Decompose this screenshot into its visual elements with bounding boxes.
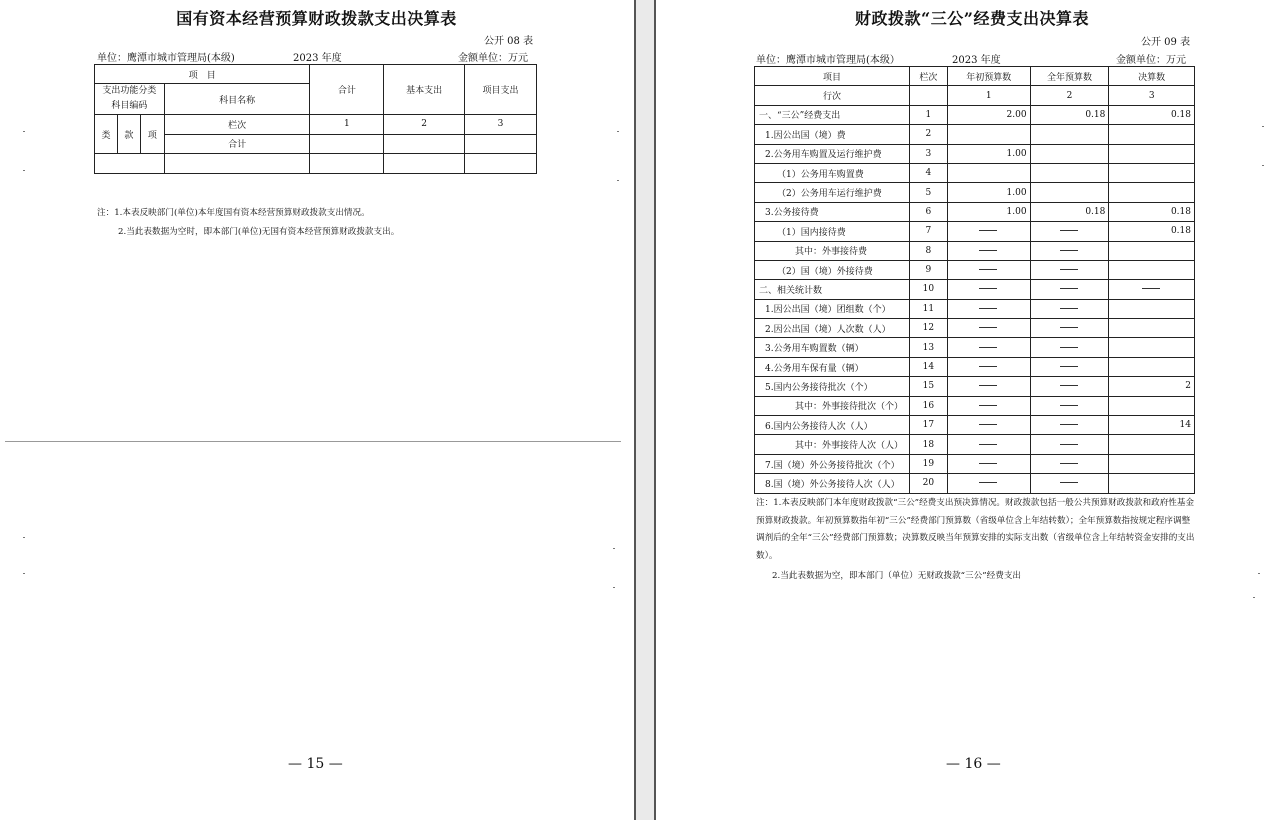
cell-final: [1109, 454, 1195, 473]
row-label: 4.公务用车保有量（辆）: [755, 357, 910, 376]
row-number: 20: [909, 474, 947, 493]
table-row: [755, 144, 1195, 163]
header-item: 项 目: [95, 65, 310, 84]
cell-final: [1109, 280, 1195, 299]
table-row: [755, 416, 1195, 435]
table-row: [755, 260, 1195, 279]
dash-mark: [979, 463, 997, 464]
table-number: 公开 08 表: [484, 36, 534, 47]
dash-mark: [1060, 308, 1078, 309]
header-func-code: 支出功能分类 科目编码: [95, 84, 165, 115]
cell-initial-budget: [947, 125, 1030, 144]
table-row: [755, 183, 1195, 202]
cell-full-budget: [1030, 299, 1109, 318]
header-lei: 类: [95, 115, 118, 154]
cell-full-budget: [1030, 435, 1109, 454]
cell-initial-budget: [947, 338, 1030, 357]
row-number: 3: [909, 144, 947, 163]
table-row: [755, 241, 1195, 260]
dash-mark: [979, 424, 997, 425]
row-label: 其中：外事接待费: [755, 241, 910, 260]
row-number: 2: [909, 125, 947, 144]
dash-mark: [1142, 288, 1160, 289]
cell-final: [1109, 163, 1195, 182]
table-row: [95, 65, 537, 84]
table-row: [755, 222, 1195, 241]
cell-full-budget: [1030, 222, 1109, 241]
dash-mark: [979, 250, 997, 251]
dash-mark: [1060, 463, 1078, 464]
row-number: 1: [909, 105, 947, 124]
currency-label: 金额单位：万元: [458, 53, 528, 64]
cell-full-budget: [1030, 474, 1109, 493]
row-label: （1）国内接待费: [755, 222, 910, 241]
cell-full-budget: [1030, 357, 1109, 376]
row-label: 一、“三公”经费支出: [755, 105, 910, 124]
row-number: 16: [909, 396, 947, 415]
row-label: 3.公务接待费: [755, 202, 910, 221]
header-total: 合计: [310, 65, 384, 115]
dash-mark: [1060, 347, 1078, 348]
table-row: [755, 280, 1195, 299]
row-label: （2）公务用车运行维护费: [755, 183, 910, 202]
page-number: — 15 —: [288, 756, 343, 772]
cell-final: [1109, 474, 1195, 493]
cell-full-budget: [1030, 454, 1109, 473]
cell-full-budget: [1030, 416, 1109, 435]
dash-mark: [1060, 482, 1078, 483]
cell-final: 0.18: [1109, 105, 1195, 124]
row-number: 9: [909, 260, 947, 279]
row-label: 二、相关统计数: [755, 280, 910, 299]
row-label: 1.因公出国（境）团组数（个）: [755, 299, 910, 318]
header-final: 决算数: [1109, 67, 1195, 86]
cell-full-budget: [1030, 396, 1109, 415]
cell-initial-budget: 1.00: [947, 144, 1030, 163]
row-number: 6: [909, 202, 947, 221]
col-no-1: 1: [310, 115, 384, 135]
cell-full-budget: [1030, 319, 1109, 338]
row-number: 14: [909, 357, 947, 376]
header-xiang: 项: [140, 115, 164, 154]
dash-mark: [979, 269, 997, 270]
note-2: 2.当此表数据为空，即本部门（单位）无财政拨款“三公”经费支出: [772, 571, 1022, 581]
row-label: 6.国内公务接待人次（人）: [755, 416, 910, 435]
col-no-3: 3: [1109, 86, 1195, 105]
row-label: 5.国内公务接待批次（个）: [755, 377, 910, 396]
cell-initial-budget: [947, 396, 1030, 415]
row-label: 2.公务用车购置及运行维护费: [755, 144, 910, 163]
header-sub-label: 行次: [755, 86, 910, 105]
cell-full-budget: [1030, 260, 1109, 279]
row-number: 4: [909, 163, 947, 182]
dash-mark: [1060, 250, 1078, 251]
cell-initial-budget: [947, 222, 1030, 241]
cell-full-budget: [1030, 183, 1109, 202]
cell-final: [1109, 183, 1195, 202]
row-number: 12: [909, 319, 947, 338]
dash-mark: [1060, 269, 1078, 270]
row-label: 1.因公出国（境）费: [755, 125, 910, 144]
cell-final: [1109, 319, 1195, 338]
cell-final: [1109, 357, 1195, 376]
unit-label: 单位：鹰潭市城市管理局(本级): [97, 53, 235, 64]
cell-initial-budget: 2.00: [947, 105, 1030, 124]
header-kuan: 款: [117, 115, 140, 154]
row-label: 其中：外事接待人次（人）: [755, 435, 910, 454]
table-row: [755, 67, 1195, 86]
row-number: 11: [909, 299, 947, 318]
table-row: [755, 338, 1195, 357]
header-row-no: 栏次: [164, 115, 310, 135]
row-number: 5: [909, 183, 947, 202]
row-label: （2）国（境）外接待费: [755, 260, 910, 279]
dash-mark: [1060, 230, 1078, 231]
header-subject: 科目名称: [164, 84, 310, 115]
table-row: [95, 115, 537, 135]
cell-full-budget: [1030, 280, 1109, 299]
dash-mark: [979, 385, 997, 386]
cell-full-budget: [1030, 163, 1109, 182]
header-full-budget: 全年预算数: [1030, 67, 1109, 86]
row-number: 7: [909, 222, 947, 241]
dash-mark: [979, 405, 997, 406]
cell-full-budget: [1030, 377, 1109, 396]
cell-final: [1109, 435, 1195, 454]
dash-mark: [979, 308, 997, 309]
page-15: [0, 0, 636, 820]
dash-mark: [1060, 385, 1078, 386]
note-2: 2.当此表数据为空时，即本部门(单位)无国有资本经营预算财政拨款支出。: [118, 227, 400, 237]
table-row: [755, 105, 1195, 124]
dash-mark: [1060, 288, 1078, 289]
note-1: 注：1.本表反映部门(单位)本年度国有资本经营预算财政拨款支出情况。: [97, 208, 370, 218]
row-label: （1）公务用车购置费: [755, 163, 910, 182]
row-number: 17: [909, 416, 947, 435]
table-row: [755, 299, 1195, 318]
table-row: [755, 377, 1195, 396]
dash-mark: [1060, 405, 1078, 406]
cell-initial-budget: [947, 416, 1030, 435]
dash-mark: [979, 230, 997, 231]
row-number: 8: [909, 241, 947, 260]
col-no-2: 2: [384, 115, 465, 135]
dash-mark: [1060, 327, 1078, 328]
table-row: [755, 86, 1195, 105]
page-16: [654, 0, 1287, 820]
table-row: [755, 435, 1195, 454]
row-number: 15: [909, 377, 947, 396]
cell-final: 2: [1109, 377, 1195, 396]
dash-mark: [1060, 366, 1078, 367]
dash-mark: [979, 366, 997, 367]
cell-full-budget: [1030, 125, 1109, 144]
page-number: — 16 —: [946, 756, 1001, 772]
unit-label: 单位：鹰潭市城市管理局(本级）: [756, 55, 900, 66]
cell-initial-budget: [947, 357, 1030, 376]
table-row: [755, 396, 1195, 415]
year-label: 2023 年度: [952, 55, 1001, 66]
sangong-table: [754, 66, 1195, 494]
cell-initial-budget: [947, 280, 1030, 299]
row-number: 13: [909, 338, 947, 357]
table-row: [755, 357, 1195, 376]
cell-final: 14: [1109, 416, 1195, 435]
cell-final: 0.18: [1109, 202, 1195, 221]
dash-mark: [979, 444, 997, 445]
row-label: 2.因公出国（境）人次数（人）: [755, 319, 910, 338]
note-1: 注：1.本表反映部门本年度财政拨款“三公”经费支出预决算情况。财政拨款包括一般公共预算财政拨款和政府性基金预算财政拨款。年初预算数指年初“三公”经费部门预算数（省级单位含上年结转数）；全年预算数指按规定程序调整调剂后的全年“三公”经费部门预算数；决算数反映当年预算安排的实际支出数（省级单位含上年结转资金安排的支出数）。: [756, 498, 1195, 561]
col-no-1: 1: [947, 86, 1030, 105]
cell-final: [1109, 396, 1195, 415]
cell-initial-budget: [947, 299, 1030, 318]
cell-initial-budget: [947, 474, 1030, 493]
table-number: 公开 09 表: [1141, 37, 1191, 48]
col-no-3: 3: [465, 115, 537, 135]
row-number: 18: [909, 435, 947, 454]
cell-initial-budget: [947, 163, 1030, 182]
cell-initial-budget: [947, 319, 1030, 338]
row-label: 3.公务用车购置数（辆）: [755, 338, 910, 357]
row-label: 其中：外事接待批次（个）: [755, 396, 910, 415]
table-row: [755, 474, 1195, 493]
row-number: 10: [909, 280, 947, 299]
cell-final: [1109, 338, 1195, 357]
page-title: 财政拨款“三公”经费支出决算表: [855, 9, 1089, 28]
table-row: [755, 319, 1195, 338]
dash-mark: [1060, 444, 1078, 445]
cell-final: [1109, 125, 1195, 144]
page-gutter: [636, 0, 654, 820]
cell-full-budget: 0.18: [1030, 202, 1109, 221]
cell-initial-budget: 1.00: [947, 202, 1030, 221]
dash-mark: [1060, 424, 1078, 425]
header-project: 项目支出: [465, 65, 537, 115]
header-initial-budget: 年初预算数: [947, 67, 1030, 86]
year-label: 2023 年度: [293, 53, 342, 64]
capital-budget-table: [94, 64, 537, 174]
header-basic: 基本支出: [384, 65, 465, 115]
cell-initial-budget: [947, 241, 1030, 260]
currency-label: 金额单位：万元: [1116, 55, 1186, 66]
table-row: [755, 163, 1195, 182]
table-row: [755, 125, 1195, 144]
dash-mark: [979, 288, 997, 289]
cell-full-budget: 0.18: [1030, 105, 1109, 124]
cell-final: [1109, 241, 1195, 260]
row-label: 7.国（境）外公务接待批次（个）: [755, 454, 910, 473]
header-item: 项目: [755, 67, 910, 86]
table-row: [755, 202, 1195, 221]
col-no-2: 2: [1030, 86, 1109, 105]
row-sum-label: 合计: [164, 134, 310, 154]
row-number: 19: [909, 454, 947, 473]
page-title: 国有资本经营预算财政拨款支出决算表: [176, 9, 457, 28]
dash-mark: [979, 482, 997, 483]
dash-mark: [979, 347, 997, 348]
cell-initial-budget: [947, 454, 1030, 473]
cell-full-budget: [1030, 144, 1109, 163]
dash-mark: [979, 327, 997, 328]
cell-final: [1109, 144, 1195, 163]
row-label: 8.国（境）外公务接待人次（人）: [755, 474, 910, 493]
cell-initial-budget: 1.00: [947, 183, 1030, 202]
cell-final: [1109, 299, 1195, 318]
table-row: [95, 154, 537, 174]
page-divider: [5, 441, 621, 442]
cell-full-budget: [1030, 338, 1109, 357]
cell-initial-budget: [947, 377, 1030, 396]
cell-final: 0.18: [1109, 222, 1195, 241]
cell-final: [1109, 260, 1195, 279]
header-row-no: 栏次: [909, 67, 947, 86]
table-row: [755, 454, 1195, 473]
cell-initial-budget: [947, 260, 1030, 279]
cell-initial-budget: [947, 435, 1030, 454]
cell-full-budget: [1030, 241, 1109, 260]
